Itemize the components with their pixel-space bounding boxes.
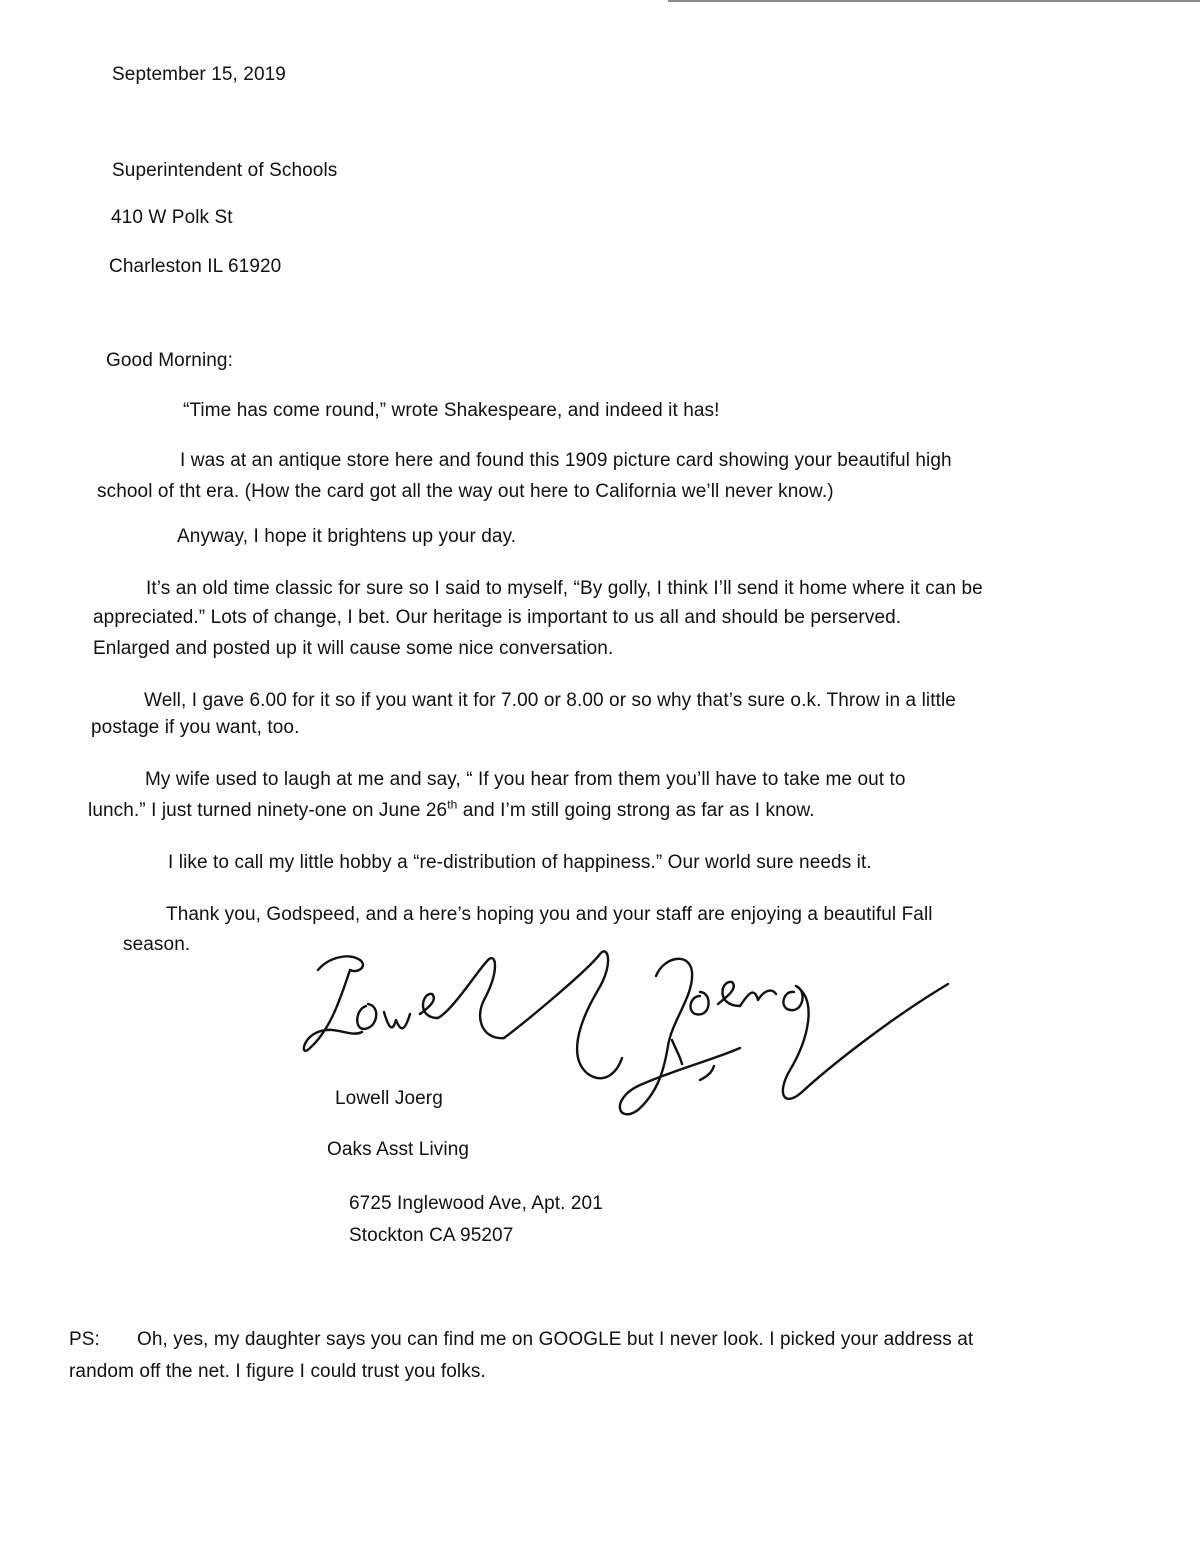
recipient-street: 410 W Polk St xyxy=(111,207,233,228)
ps-line-1: Oh, yes, my daughter says you can find me on GOOGLE but I never look. I picked your address at xyxy=(137,1329,974,1350)
paragraph-4-line-1: It’s an old time classic for sure so I said to myself, “By golly, I think I’ll send it home where it can be xyxy=(146,578,983,599)
recipient-city: Charleston IL 61920 xyxy=(109,256,282,277)
paragraph-2-line-1: I was at an antique store here and found this 1909 picture card showing your beautiful high xyxy=(180,450,952,471)
sender-city: Stockton CA 95207 xyxy=(349,1225,514,1246)
paragraph-6-line-2-end: and I’m still going strong as far as I know. xyxy=(457,800,815,821)
paragraph-5-line-2: postage if you want, too. xyxy=(91,717,300,738)
sender-name: Lowell Joerg xyxy=(335,1088,443,1109)
paragraph-4-line-3: Enlarged and posted up it will cause some nice conversation. xyxy=(93,638,614,659)
paragraph-1: “Time has come round,” wrote Shakespeare, and indeed it has! xyxy=(183,400,720,421)
paragraph-5-line-1: Well, I gave 6.00 for it so if you want it for 7.00 or 8.00 or so why that’s sure o.k. Throw in a little xyxy=(144,690,956,711)
paragraph-7: I like to call my little hobby a “re-distribution of happiness.” Our world sure needs it. xyxy=(168,852,872,873)
salutation: Good Morning: xyxy=(106,350,233,371)
paragraph-8-line-2: season. xyxy=(123,934,191,955)
paragraph-8-line-1: Thank you, Godspeed, and a here’s hoping you and your staff are enjoying a beautiful Fall xyxy=(166,904,933,925)
scan-edge-line xyxy=(668,0,1200,2)
ordinal-suffix: th xyxy=(447,797,458,812)
paragraph-4-line-2: appreciated.” Lots of change, I bet. Our heritage is important to us all and should be perserved. xyxy=(93,607,902,628)
ps-line-2: random off the net. I figure I could trust you folks. xyxy=(69,1361,486,1382)
paragraph-6-line-2-start: lunch.” I just turned ninety-one on June 26 xyxy=(88,800,448,821)
paragraph-6-line-2 xyxy=(88,799,815,823)
letter-date: September 15, 2019 xyxy=(112,64,286,85)
paragraph-3: Anyway, I hope it brightens up your day. xyxy=(177,526,517,547)
ps-label: PS: xyxy=(69,1329,100,1350)
recipient-title: Superintendent of Schools xyxy=(112,160,338,181)
paragraph-6-line-1: My wife used to laugh at me and say, “ If you hear from them you’ll have to take me out to xyxy=(145,769,906,790)
sender-organization: Oaks Asst Living xyxy=(327,1139,470,1160)
sender-street: 6725 Inglewood Ave, Apt. 201 xyxy=(349,1193,603,1214)
paragraph-2-line-2: school of tht era. (How the card got all the way out here to California we’ll never know.) xyxy=(97,481,834,502)
